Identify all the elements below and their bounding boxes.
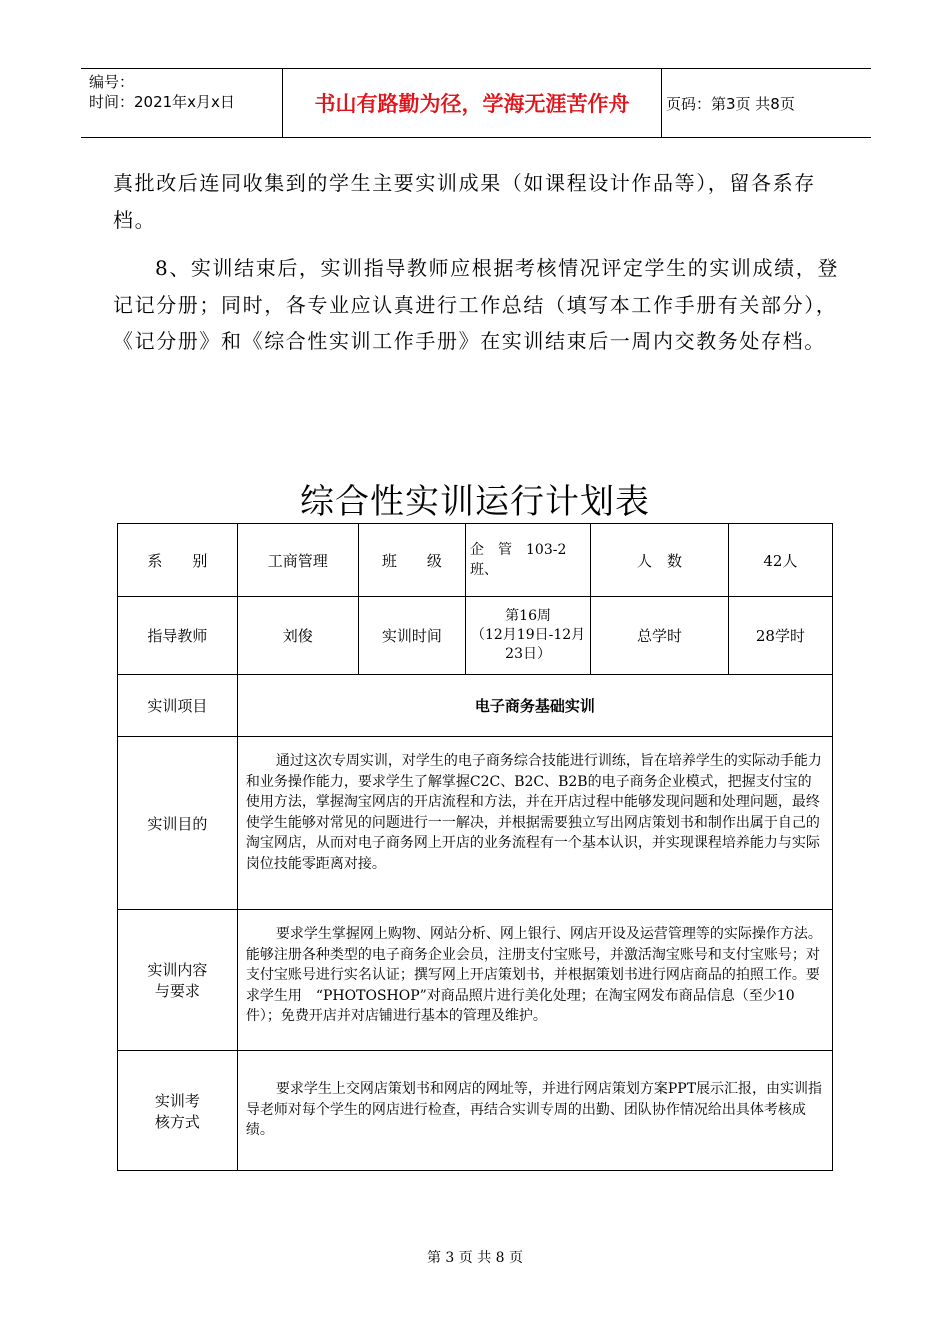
table-row xyxy=(118,910,833,1051)
assessment-value: 要求学生上交网店策划书和网店的网址等，并进行网店策划方案PPT展示汇报，由实训指导老师对每个学生的网店进行检查，再结合实训专周的出勤、团队协作情况给出具体考核成绩。 xyxy=(237,1051,832,1171)
people-label: 人 数 xyxy=(591,524,729,597)
hours-value: 28学时 xyxy=(728,597,832,675)
dept-value: 工商管理 xyxy=(237,524,358,597)
dept-label: 系 别 xyxy=(118,524,238,597)
body-paragraph-1: 真批改后连同收集到的学生主要实训成果（如课程设计作品等），留各系存档。 xyxy=(113,171,816,232)
table-row xyxy=(118,737,833,910)
time-range: （12月19日-12月23日） xyxy=(470,627,586,662)
plan-title: 综合性实训运行计划表 xyxy=(300,482,650,522)
table-row xyxy=(118,524,833,597)
table-row xyxy=(118,597,833,675)
goal-label: 实训目的 xyxy=(118,737,238,910)
number-label: 编号： xyxy=(89,73,135,91)
page-footer: 第 3 页 共 8 页 xyxy=(426,1250,524,1266)
content-label-line2: 与要求 xyxy=(154,982,200,1000)
header-meta xyxy=(81,69,283,137)
assessment-label-line1: 实训考 xyxy=(154,1091,200,1110)
table-row xyxy=(118,675,833,737)
project-value: 电子商务基础实训 xyxy=(237,675,832,737)
content-label-line1: 实训内容 xyxy=(147,961,208,979)
assessment-label-line2: 核方式 xyxy=(154,1112,200,1131)
goal-value: 通过这次专周实训，对学生的电子商务综合技能进行训练，旨在培养学生的实际动手能力和业务操作能力，要求学生了解掌握C2C、B2C、B2B的电子商务企业模式，把握支付宝的使用方法，掌握淘宝网店的开店流程和方法，并在开店过程中能够发现问题和处理问题，最终使学生能够对常见的问题进行一一解决，并根据需要独立写出网店策划书和制作出属于自己的淘宝网店，从而对电子商务网上开店的业务流程有一个基本认识，并实现课程培养能力与实际岗位技能零距离对接。 xyxy=(237,737,832,910)
class-label: 班 级 xyxy=(358,524,465,597)
assessment-label xyxy=(118,1051,238,1171)
teacher-value: 刘俊 xyxy=(237,597,358,675)
people-value: 42人 xyxy=(728,524,832,597)
header-page-info: 页码：第3页 共8页 xyxy=(666,94,795,113)
content-value: 要求学生掌握网上购物、网站分析、网上银行、网店开设及运营管理等的实际操作方法。能够注册各种类型的电子商务企业会员，注册支付宝账号，并激活淘宝账号和支付宝账号；对支付宝账号进行实名认证；撰写网上开店策划书，并根据策划书进行网店商品的拍照工作。要求学生用 “PHOTOSHOP”对商品照片进行美化处理；在淘宝网发布商品信息（至少10件）；免费开店并对店铺进行基本的管理及维护。 xyxy=(237,910,832,1051)
time-label: 时间：2021年x月x日 xyxy=(89,93,235,111)
plan-table xyxy=(117,523,833,1171)
teacher-label: 指导教师 xyxy=(118,597,238,675)
time-label: 实训时间 xyxy=(358,597,465,675)
content-label xyxy=(118,910,238,1051)
body-paragraph-2: 8、实训结束后，实训指导教师应根据考核情况评定学生的实训成绩，登记记分册；同时，各专业应认真进行工作总结（填写本工作手册有关部分），《记分册》和《综合性实训工作手册》在实训结束后一周内交教务处存档。 xyxy=(113,256,839,353)
header-motto: 书山有路勤为径，学海无涯苦作舟 xyxy=(283,69,662,137)
page-header xyxy=(81,68,871,138)
time-value xyxy=(466,597,591,675)
time-week: 第16周 xyxy=(505,608,551,624)
hours-label: 总学时 xyxy=(591,597,729,675)
project-label: 实训项目 xyxy=(118,675,238,737)
table-row xyxy=(118,1051,833,1171)
class-value: 企 管 103-2 班、 xyxy=(466,524,591,597)
